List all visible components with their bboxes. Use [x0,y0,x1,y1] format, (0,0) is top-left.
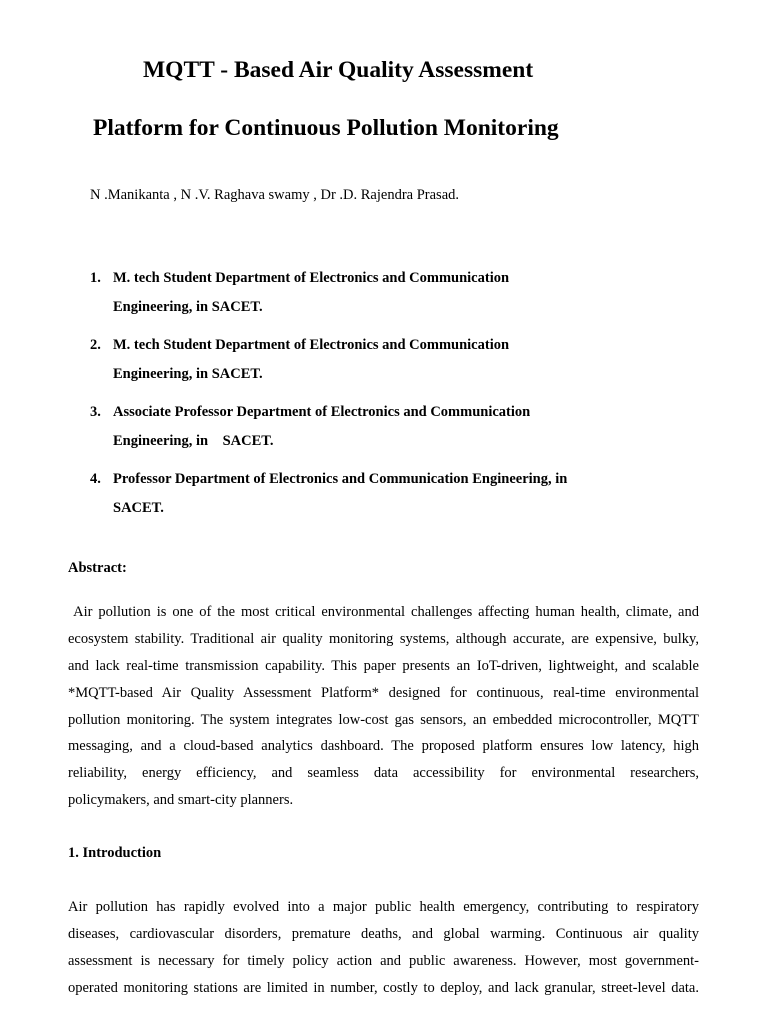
abstract-paragraph [68,599,699,814]
affiliation-number: 4. [90,471,101,487]
affiliation-line: M. tech Student Department of Electronics and Communication [113,270,510,286]
text-line: diseases, cardiovascular disorders, premature deaths, and global warming. Continuous air quality [68,925,699,942]
affiliation-line: Engineering, in SACET. [113,299,263,315]
text-line: and lack real-time transmission capability. This paper presents an IoT-driven, lightweight, and scalable [68,657,699,674]
affiliation-number: 1. [90,270,101,286]
text-line: pollution monitoring. The system integrates low-cost gas sensors, an embedded microcontroller, MQTT [68,711,699,728]
affiliation-line: Associate Professor Department of Electronics and Communication [113,404,531,420]
affiliation-item [90,398,650,456]
affiliation-list [90,264,650,532]
text-line: ecosystem stability. Traditional air quality monitoring systems, although accurate, are expensive, bulky, [68,630,699,647]
text-line: operated monitoring stations are limited in number, costly to deploy, and lack granular, street-level data. [68,979,699,996]
affiliation-number: 3. [90,404,101,420]
text-line: policymakers, and smart-city planners. [68,792,294,809]
affiliation-item [90,465,650,523]
text-line: assessment is necessary for timely policy action and public awareness. However, most government- [68,952,699,969]
paper-title-line-1: MQTT - Based Air Quality Assessment [143,57,534,83]
affiliation-item [90,264,650,322]
affiliation-line: M. tech Student Department of Electronics and Communication [113,337,510,353]
affiliation-line: Professor Department of Electronics and Communication Engineering, in [113,471,568,487]
text-line: Air pollution is one of the most critical environmental challenges affecting human health, climate, and [68,604,699,620]
affiliation-item [90,331,650,389]
text-line: reliability, energy efficiency, and seamless data accessibility for environmental researchers, [68,765,699,782]
affiliation-number: 2. [90,337,101,353]
affiliation-line: SACET. [113,500,164,516]
text-line: Air pollution has rapidly evolved into a major public health emergency, contributing to respiratory [68,899,699,915]
author-list: N .Manikanta , N .V. Raghava swamy , Dr .D. Rajendra Prasad. [90,187,459,203]
introduction-heading: 1. Introduction [68,845,162,861]
affiliation-line: Engineering, in SACET. [113,433,274,449]
abstract-heading: Abstract: [68,560,127,576]
paper-title-line-2: Platform for Continuous Pollution Monitoring [93,115,559,141]
introduction-paragraph [68,894,699,1002]
text-line: *MQTT-based Air Quality Assessment Platform* designed for continuous, real-time environmental [68,684,699,701]
text-line: messaging, and a cloud-based analytics dashboard. The proposed platform ensures low latency, high [68,738,699,755]
affiliation-line: Engineering, in SACET. [113,366,263,382]
